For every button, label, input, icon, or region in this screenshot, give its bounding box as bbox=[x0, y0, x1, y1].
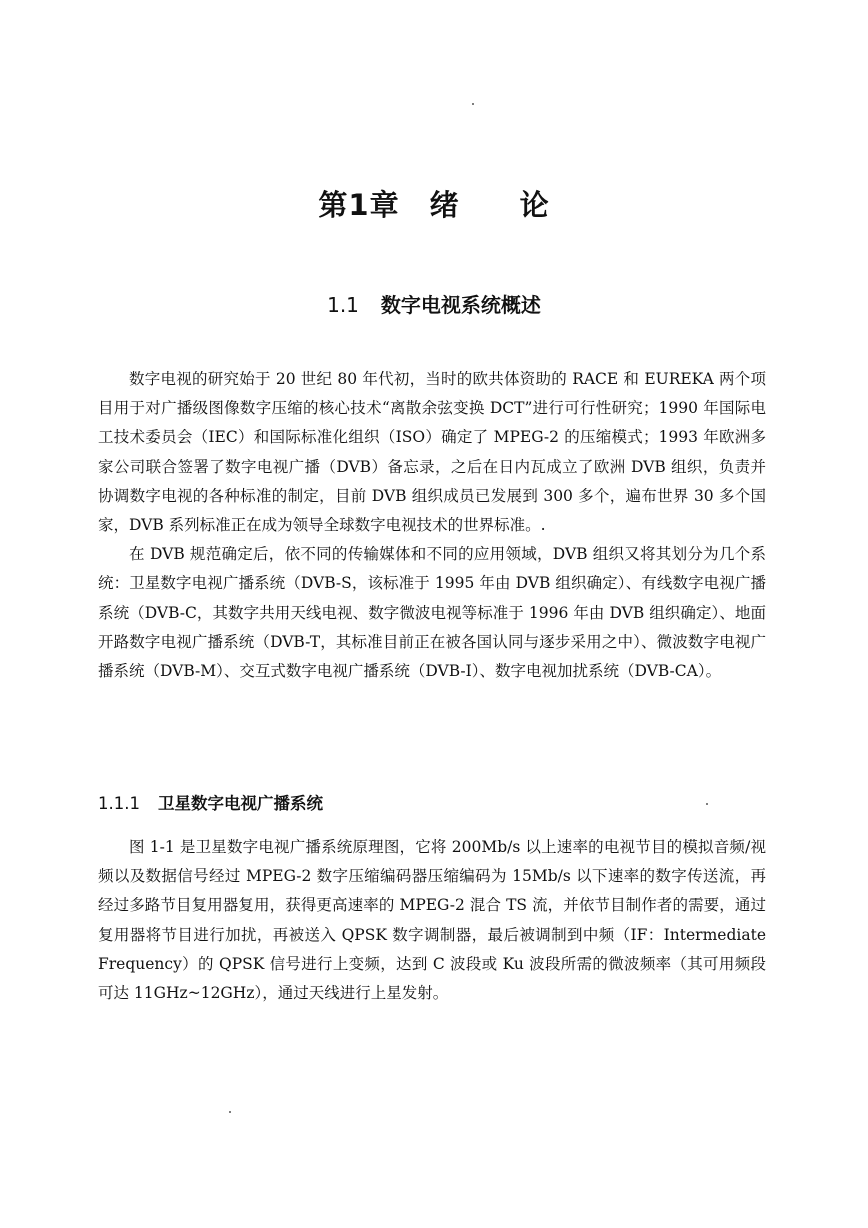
chapter-title bbox=[0, 183, 868, 224]
section-heading bbox=[0, 289, 868, 318]
chapter-word-1: 绪 bbox=[429, 188, 460, 222]
chapter-word-2: 论 bbox=[519, 188, 550, 222]
paragraph: 图 1-1 是卫星数字电视广播系统原理图，它将 200Mb/s 以上速率的电视节目的模拟音频/视频以及数据信号经过 MPEG-2 数字压缩编码器压缩编码为 15Mb/s 以下速率的数字传送流，再经过多路节目复用器复用，获得更高速率的 MPEG-2 混合 TS 流，并依节目制作者的需要，通过复用器将节目进行加扰，再被送入 QPSK 数字调制器，最后被调制到中频（IF：Intermediate Frequency）的 QPSK 信号进行上变频，达到 C 波段或 Ku 波段所需的微波频率（其可用频段可达 11GHz~12GHz），通过天线进行上星发射。 bbox=[98, 838, 766, 1003]
section-number: 1.1 bbox=[327, 293, 359, 317]
intro-text-block bbox=[98, 365, 766, 686]
scan-speck bbox=[229, 1111, 231, 1113]
subsection-text-block bbox=[98, 833, 766, 1008]
paragraph: 数字电视的研究始于 20 世纪 80 年代初，当时的欧共体资助的 RACE 和 EUREKA 两个项目用于对广播级图像数字压缩的核心技术“离散余弦变换 DCT”进行可行性研究；1990 年国际电工技术委员会（IEC）和国际标准化组织（ISO）确定了 MPEG-2 的压缩模式；1993 年欧洲多家公司联合签署了数字电视广播（DVB）备忘录，之后在日内瓦成立了欧洲 DVB 组织，负责并协调数字电视的各种标准的制定，目前 DVB 组织成员已发展到 300 多个，遍布世界 30 多个国家，DVB 系列标准正在成为领导全球数字电视技术的世界标准。. bbox=[98, 370, 766, 535]
chapter-prefix: 第1章 bbox=[318, 188, 400, 222]
scan-speck bbox=[472, 103, 474, 105]
subsection-heading bbox=[98, 790, 323, 814]
paragraph: 在 DVB 规范确定后，依不同的传输媒体和不同的应用领域，DVB 组织又将其划分为几个系统：卫星数字电视广播系统（DVB-S，该标准于 1995 年由 DVB 组织确定）、有线数字电视广播系统（DVB-C，其数字共用天线电视、数字微波电视等标准于 1996 年由 DVB 组织确定）、地面开路数字电视广播系统（DVB-T，其标准目前正在被各国认同与逐步采用之中）、微波数字电视广播系统（DVB-M）、交互式数字电视广播系统（DVB-I）、数字电视加扰系统（DVB-CA）。 bbox=[98, 545, 766, 681]
subsection-title: 卫星数字电视广播系统 bbox=[157, 794, 323, 813]
subsection-number: 1.1.1 bbox=[98, 794, 140, 813]
scan-speck bbox=[706, 803, 708, 805]
section-title: 数字电视系统概述 bbox=[380, 293, 541, 317]
